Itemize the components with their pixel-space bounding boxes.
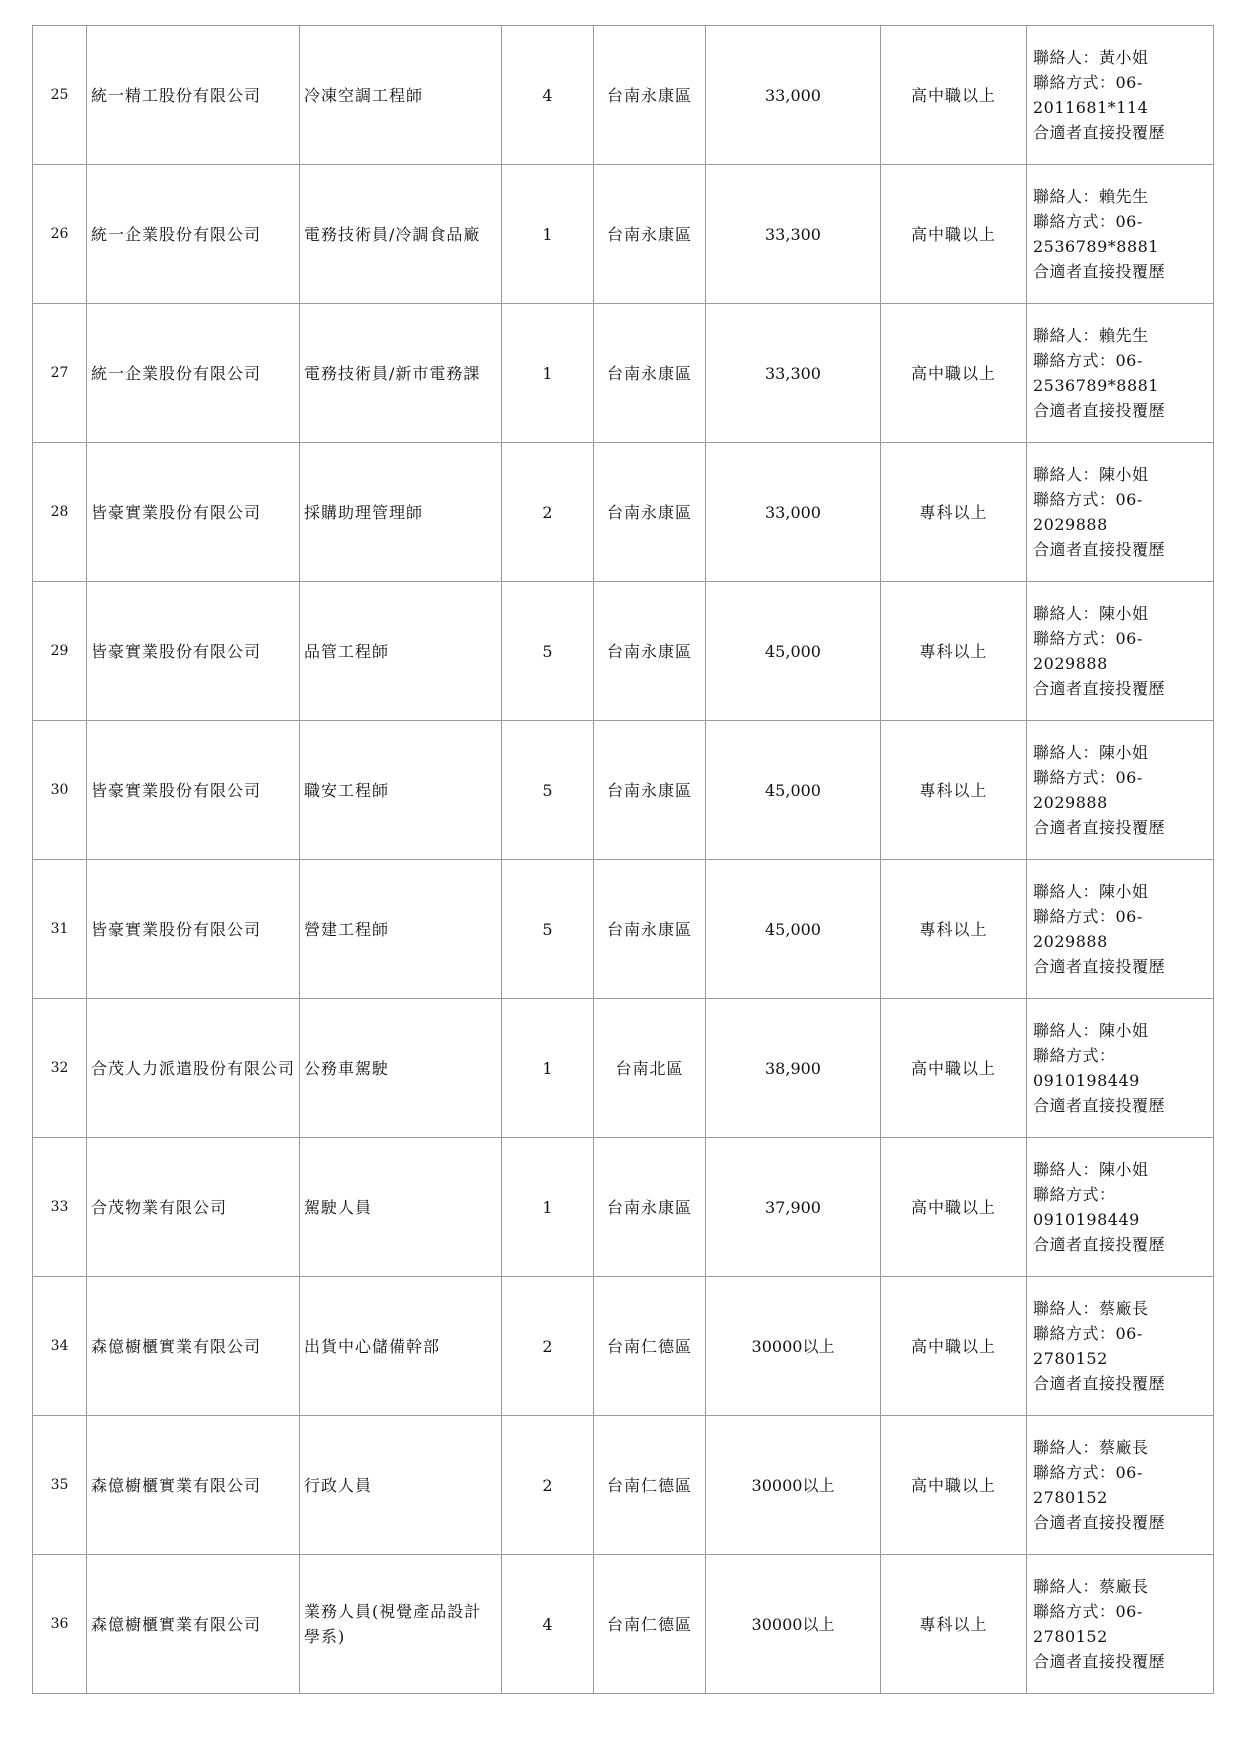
contact-line: 聯絡方式：06-: [1033, 1324, 1143, 1343]
contact-line: 合適者直接投覆歷: [1033, 1374, 1166, 1393]
contact-line: 合適者直接投覆歷: [1033, 1652, 1166, 1671]
row-number-cell: 25: [33, 26, 87, 165]
contact-info-cell: [1027, 860, 1214, 999]
education-requirement-cell: 高中職以上: [881, 26, 1027, 165]
company-name-cell: 皆豪實業股份有限公司: [87, 721, 300, 860]
contact-line: 聯絡方式：06-: [1033, 768, 1143, 787]
contact-line: 合適者直接投覆歷: [1033, 679, 1166, 698]
contact-line: 合適者直接投覆歷: [1033, 1096, 1166, 1115]
row-number-cell: 26: [33, 165, 87, 304]
salary-cell: 33,000: [706, 26, 881, 165]
education-requirement-cell: 專科以上: [881, 860, 1027, 999]
contact-line: 聯絡方式：: [1033, 1046, 1116, 1065]
table-row: [33, 443, 1214, 582]
contact-line: 聯絡人：賴先生: [1033, 187, 1149, 206]
contact-line: 合適者直接投覆歷: [1033, 262, 1166, 281]
contact-line: 2536789*8881: [1033, 376, 1159, 395]
salary-cell: 45,000: [706, 582, 881, 721]
contact-line: 2029888: [1033, 515, 1108, 534]
opening-count-cell: 4: [502, 1555, 594, 1694]
company-name-cell: 統一企業股份有限公司: [87, 165, 300, 304]
salary-cell: 45,000: [706, 860, 881, 999]
opening-count-cell: 1: [502, 1138, 594, 1277]
job-title-cell: 職安工程師: [300, 721, 502, 860]
company-name-cell: 統一精工股份有限公司: [87, 26, 300, 165]
job-title-cell: 公務車駕駛: [300, 999, 502, 1138]
contact-line: 聯絡人：蔡廠長: [1033, 1299, 1149, 1318]
row-number-cell: 28: [33, 443, 87, 582]
table-row: [33, 721, 1214, 860]
contact-info-cell: [1027, 1277, 1214, 1416]
contact-info-cell: [1027, 1555, 1214, 1694]
opening-count-cell: 1: [502, 165, 594, 304]
row-number-cell: 36: [33, 1555, 87, 1694]
company-name-cell: 森億櫥櫃實業有限公司: [87, 1416, 300, 1555]
table-row: [33, 26, 1214, 165]
contact-line: 2780152: [1033, 1349, 1108, 1368]
contact-line: 2011681*114: [1033, 98, 1149, 117]
company-name-cell: 皆豪實業股份有限公司: [87, 443, 300, 582]
contact-info-cell: [1027, 721, 1214, 860]
contact-line: 聯絡人：陳小姐: [1033, 882, 1149, 901]
company-name-cell: 合茂人力派遣股份有限公司: [87, 999, 300, 1138]
job-listing-table: [32, 25, 1214, 1694]
company-name-cell: 合茂物業有限公司: [87, 1138, 300, 1277]
table-row: [33, 999, 1214, 1138]
contact-info-cell: [1027, 304, 1214, 443]
job-title-cell: 營建工程師: [300, 860, 502, 999]
company-name-cell: 皆豪實業股份有限公司: [87, 860, 300, 999]
table-row: [33, 1138, 1214, 1277]
job-title-cell: 駕駛人員: [300, 1138, 502, 1277]
work-area-cell: 台南永康區: [594, 26, 706, 165]
work-area-cell: 台南永康區: [594, 721, 706, 860]
work-area-cell: 台南仁德區: [594, 1555, 706, 1694]
table-row: [33, 165, 1214, 304]
education-requirement-cell: 專科以上: [881, 721, 1027, 860]
education-requirement-cell: 高中職以上: [881, 304, 1027, 443]
company-name-cell: 森億櫥櫃實業有限公司: [87, 1555, 300, 1694]
contact-info-cell: [1027, 165, 1214, 304]
contact-line: 合適者直接投覆歷: [1033, 957, 1166, 976]
contact-line: 2029888: [1033, 932, 1108, 951]
contact-line: 聯絡人：陳小姐: [1033, 1021, 1149, 1040]
education-requirement-cell: 高中職以上: [881, 165, 1027, 304]
education-requirement-cell: 專科以上: [881, 582, 1027, 721]
education-requirement-cell: 專科以上: [881, 443, 1027, 582]
row-number-cell: 34: [33, 1277, 87, 1416]
row-number-cell: 29: [33, 582, 87, 721]
contact-line: 合適者直接投覆歷: [1033, 818, 1166, 837]
contact-line: 合適者直接投覆歷: [1033, 540, 1166, 559]
contact-line: 合適者直接投覆歷: [1033, 401, 1166, 420]
contact-line: 聯絡方式：: [1033, 1185, 1116, 1204]
company-name-cell: 皆豪實業股份有限公司: [87, 582, 300, 721]
contact-line: 2029888: [1033, 654, 1108, 673]
job-title-cell: 電務技術員/冷調食品廠: [300, 165, 502, 304]
contact-info-cell: [1027, 1416, 1214, 1555]
row-number-cell: 35: [33, 1416, 87, 1555]
job-table-body: [33, 26, 1214, 1694]
work-area-cell: 台南仁德區: [594, 1277, 706, 1416]
contact-line: 聯絡人：陳小姐: [1033, 743, 1149, 762]
contact-line: 聯絡方式：06-: [1033, 73, 1143, 92]
opening-count-cell: 1: [502, 304, 594, 443]
contact-line: 合適者直接投覆歷: [1033, 1513, 1166, 1532]
work-area-cell: 台南永康區: [594, 860, 706, 999]
contact-info-cell: [1027, 1138, 1214, 1277]
salary-cell: 30000以上: [706, 1416, 881, 1555]
salary-cell: 33,000: [706, 443, 881, 582]
table-row: [33, 1416, 1214, 1555]
contact-line: 聯絡方式：06-: [1033, 212, 1143, 231]
work-area-cell: 台南永康區: [594, 582, 706, 721]
row-number-cell: 32: [33, 999, 87, 1138]
contact-line: 聯絡方式：06-: [1033, 351, 1143, 370]
contact-line: 聯絡人：賴先生: [1033, 326, 1149, 345]
table-row: [33, 1555, 1214, 1694]
table-row: [33, 1277, 1214, 1416]
contact-line: 聯絡方式：06-: [1033, 907, 1143, 926]
opening-count-cell: 2: [502, 443, 594, 582]
contact-info-cell: [1027, 443, 1214, 582]
opening-count-cell: 2: [502, 1416, 594, 1555]
opening-count-cell: 5: [502, 860, 594, 999]
contact-line: 聯絡方式：06-: [1033, 629, 1143, 648]
opening-count-cell: 5: [502, 582, 594, 721]
work-area-cell: 台南永康區: [594, 1138, 706, 1277]
salary-cell: 30000以上: [706, 1555, 881, 1694]
work-area-cell: 台南永康區: [594, 443, 706, 582]
contact-info-cell: [1027, 999, 1214, 1138]
salary-cell: 37,900: [706, 1138, 881, 1277]
salary-cell: 30000以上: [706, 1277, 881, 1416]
row-number-cell: 30: [33, 721, 87, 860]
salary-cell: 38,900: [706, 999, 881, 1138]
opening-count-cell: 5: [502, 721, 594, 860]
work-area-cell: 台南仁德區: [594, 1416, 706, 1555]
salary-cell: 45,000: [706, 721, 881, 860]
work-area-cell: 台南北區: [594, 999, 706, 1138]
contact-line: 合適者直接投覆歷: [1033, 1235, 1166, 1254]
education-requirement-cell: 高中職以上: [881, 1277, 1027, 1416]
contact-line: 2780152: [1033, 1627, 1108, 1646]
contact-line: 2536789*8881: [1033, 237, 1159, 256]
contact-line: 聯絡人：陳小姐: [1033, 604, 1149, 623]
job-title-cell: 品管工程師: [300, 582, 502, 721]
contact-line: 聯絡人：蔡廠長: [1033, 1438, 1149, 1457]
contact-info-cell: [1027, 582, 1214, 721]
opening-count-cell: 4: [502, 26, 594, 165]
table-row: [33, 304, 1214, 443]
contact-line: 2780152: [1033, 1488, 1108, 1507]
education-requirement-cell: 高中職以上: [881, 999, 1027, 1138]
job-title-cell: 業務人員(視覺產品設計學系): [300, 1555, 502, 1694]
contact-line: 0910198449: [1033, 1210, 1140, 1229]
education-requirement-cell: 高中職以上: [881, 1138, 1027, 1277]
contact-line: 聯絡方式：06-: [1033, 490, 1143, 509]
contact-line: 合適者直接投覆歷: [1033, 123, 1166, 142]
table-row: [33, 582, 1214, 721]
opening-count-cell: 2: [502, 1277, 594, 1416]
contact-line: 聯絡方式：06-: [1033, 1602, 1143, 1621]
opening-count-cell: 1: [502, 999, 594, 1138]
contact-info-cell: [1027, 26, 1214, 165]
contact-line: 0910198449: [1033, 1071, 1140, 1090]
row-number-cell: 27: [33, 304, 87, 443]
job-title-cell: 冷凍空調工程師: [300, 26, 502, 165]
job-title-cell: 電務技術員/新市電務課: [300, 304, 502, 443]
salary-cell: 33,300: [706, 304, 881, 443]
table-row: [33, 860, 1214, 999]
company-name-cell: 統一企業股份有限公司: [87, 304, 300, 443]
education-requirement-cell: 專科以上: [881, 1555, 1027, 1694]
education-requirement-cell: 高中職以上: [881, 1416, 1027, 1555]
row-number-cell: 33: [33, 1138, 87, 1277]
company-name-cell: 森億櫥櫃實業有限公司: [87, 1277, 300, 1416]
contact-line: 聯絡人：陳小姐: [1033, 1160, 1149, 1179]
contact-line: 2029888: [1033, 793, 1108, 812]
work-area-cell: 台南永康區: [594, 304, 706, 443]
contact-line: 聯絡人：陳小姐: [1033, 465, 1149, 484]
salary-cell: 33,300: [706, 165, 881, 304]
contact-line: 聯絡人：黃小姐: [1033, 48, 1149, 67]
row-number-cell: 31: [33, 860, 87, 999]
contact-line: 聯絡方式：06-: [1033, 1463, 1143, 1482]
job-title-cell: 行政人員: [300, 1416, 502, 1555]
contact-line: 聯絡人：蔡廠長: [1033, 1577, 1149, 1596]
job-title-cell: 出貨中心儲備幹部: [300, 1277, 502, 1416]
work-area-cell: 台南永康區: [594, 165, 706, 304]
job-title-cell: 採購助理管理師: [300, 443, 502, 582]
